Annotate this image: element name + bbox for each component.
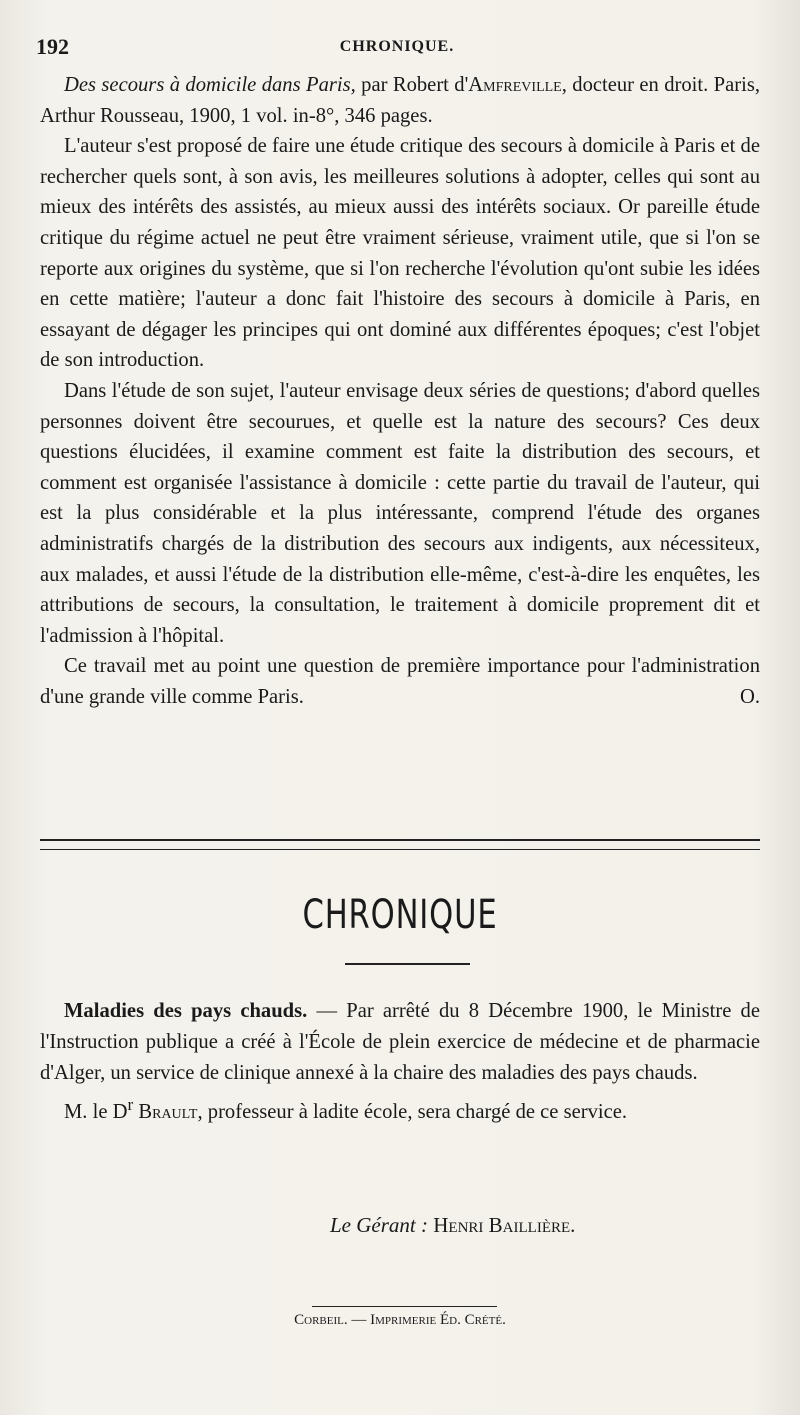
review-signature: O.: [739, 685, 760, 708]
item-1-heading: Maladies des pays chauds.: [64, 1000, 308, 1022]
item-2-sup: r: [127, 1095, 134, 1114]
gerant-line: [330, 1213, 575, 1238]
item-2-prefix: M. le D: [64, 1100, 128, 1123]
item-2-name: Brault: [133, 1100, 198, 1123]
item-1-text: — Par arrêté du 8 Décembre 1900, le Ministre de l'Instruction publique a créé à l'École de plein exercice de médecine et de pharmacie d'Alger, un service de clinique annexé à la chaire des maladies des pays chauds.: [40, 1000, 760, 1084]
item-2-text: , professeur à ladite école, sera chargé de ce service.: [197, 1100, 628, 1123]
book-reference: [40, 70, 760, 131]
page-number: 192: [36, 34, 69, 59]
ref-details: , docteur en droit. Paris, Arthur Rousseau, 1900, 1 vol. in-8°, 346 pages.: [40, 74, 760, 127]
review-section: [40, 70, 760, 712]
review-paragraph-2: Dans l'étude de son sujet, l'auteur envisage deux séries de questions; d'abord quelles personnes doivent être secourues, et quelle est la nature des secours? Ces deux questions élucidées, il examine comment est faite la distribution des secours, et comment est organisée l'assistance à domicile : cette partie du travail de l'auteur, qui est la plus considérable et la plus intéressante, comprend l'étude des organes administratifs chargés de la distribution des secours aux indigents, aux nécessiteux, aux malades, et aussi l'étude de la distribution elle-même, c'est-à-dire les enquêtes, les attributions de secours, la consultation, le traitement à domicile proprement dit et l'admission à l'hôpital.: [40, 379, 760, 647]
chronique-item-1: [40, 996, 760, 1089]
running-title: CHRONIQUE.: [339, 38, 455, 55]
review-paragraph-3-text: Ce travail met au point une question de première importance pour l'administration d'une grande ville comme Paris.: [40, 655, 760, 708]
heading-underline: [345, 963, 470, 965]
book-author: Amfreville: [468, 74, 562, 96]
chronique-heading: CHRONIQUE: [302, 892, 498, 938]
review-paragraph-3: [40, 651, 760, 712]
review-paragraph-1: L'auteur s'est proposé de faire une étude critique des secours à domicile à Paris et de rechercher quels sont, à son avis, les meilleures solutions à adopter, celles qui sont au mieux des intérêts des assistés, au mieux aussi des intérêts sociaux. Or pareille étude critique du régime actuel ne peut être vraiment sérieuse, vraiment utile, que si l'on se reporte aux origines du système, que si l'on recherche l'évolution qu'ont subie les idées en cette matière; l'auteur a donc fait l'histoire des secours à domicile à Paris, en essayant de dégager les principes qui ont dominé aux différentes époques; c'est l'objet de son introduction.: [40, 135, 760, 372]
chronique-item-2: [40, 1089, 760, 1128]
book-title: Des secours à domicile dans Paris,: [64, 74, 356, 96]
gerant-name: Henri Baillière.: [428, 1213, 576, 1237]
chronique-section: [40, 996, 760, 1128]
section-divider: [40, 839, 760, 850]
imprint-rule: [312, 1306, 497, 1307]
gerant-label: Le Gérant :: [330, 1213, 428, 1237]
printer-imprint: Corbeil. — Imprimerie Éd. Crété.: [294, 1312, 506, 1328]
page-header: [36, 34, 758, 64]
ref-by: par Robert d': [355, 74, 469, 96]
